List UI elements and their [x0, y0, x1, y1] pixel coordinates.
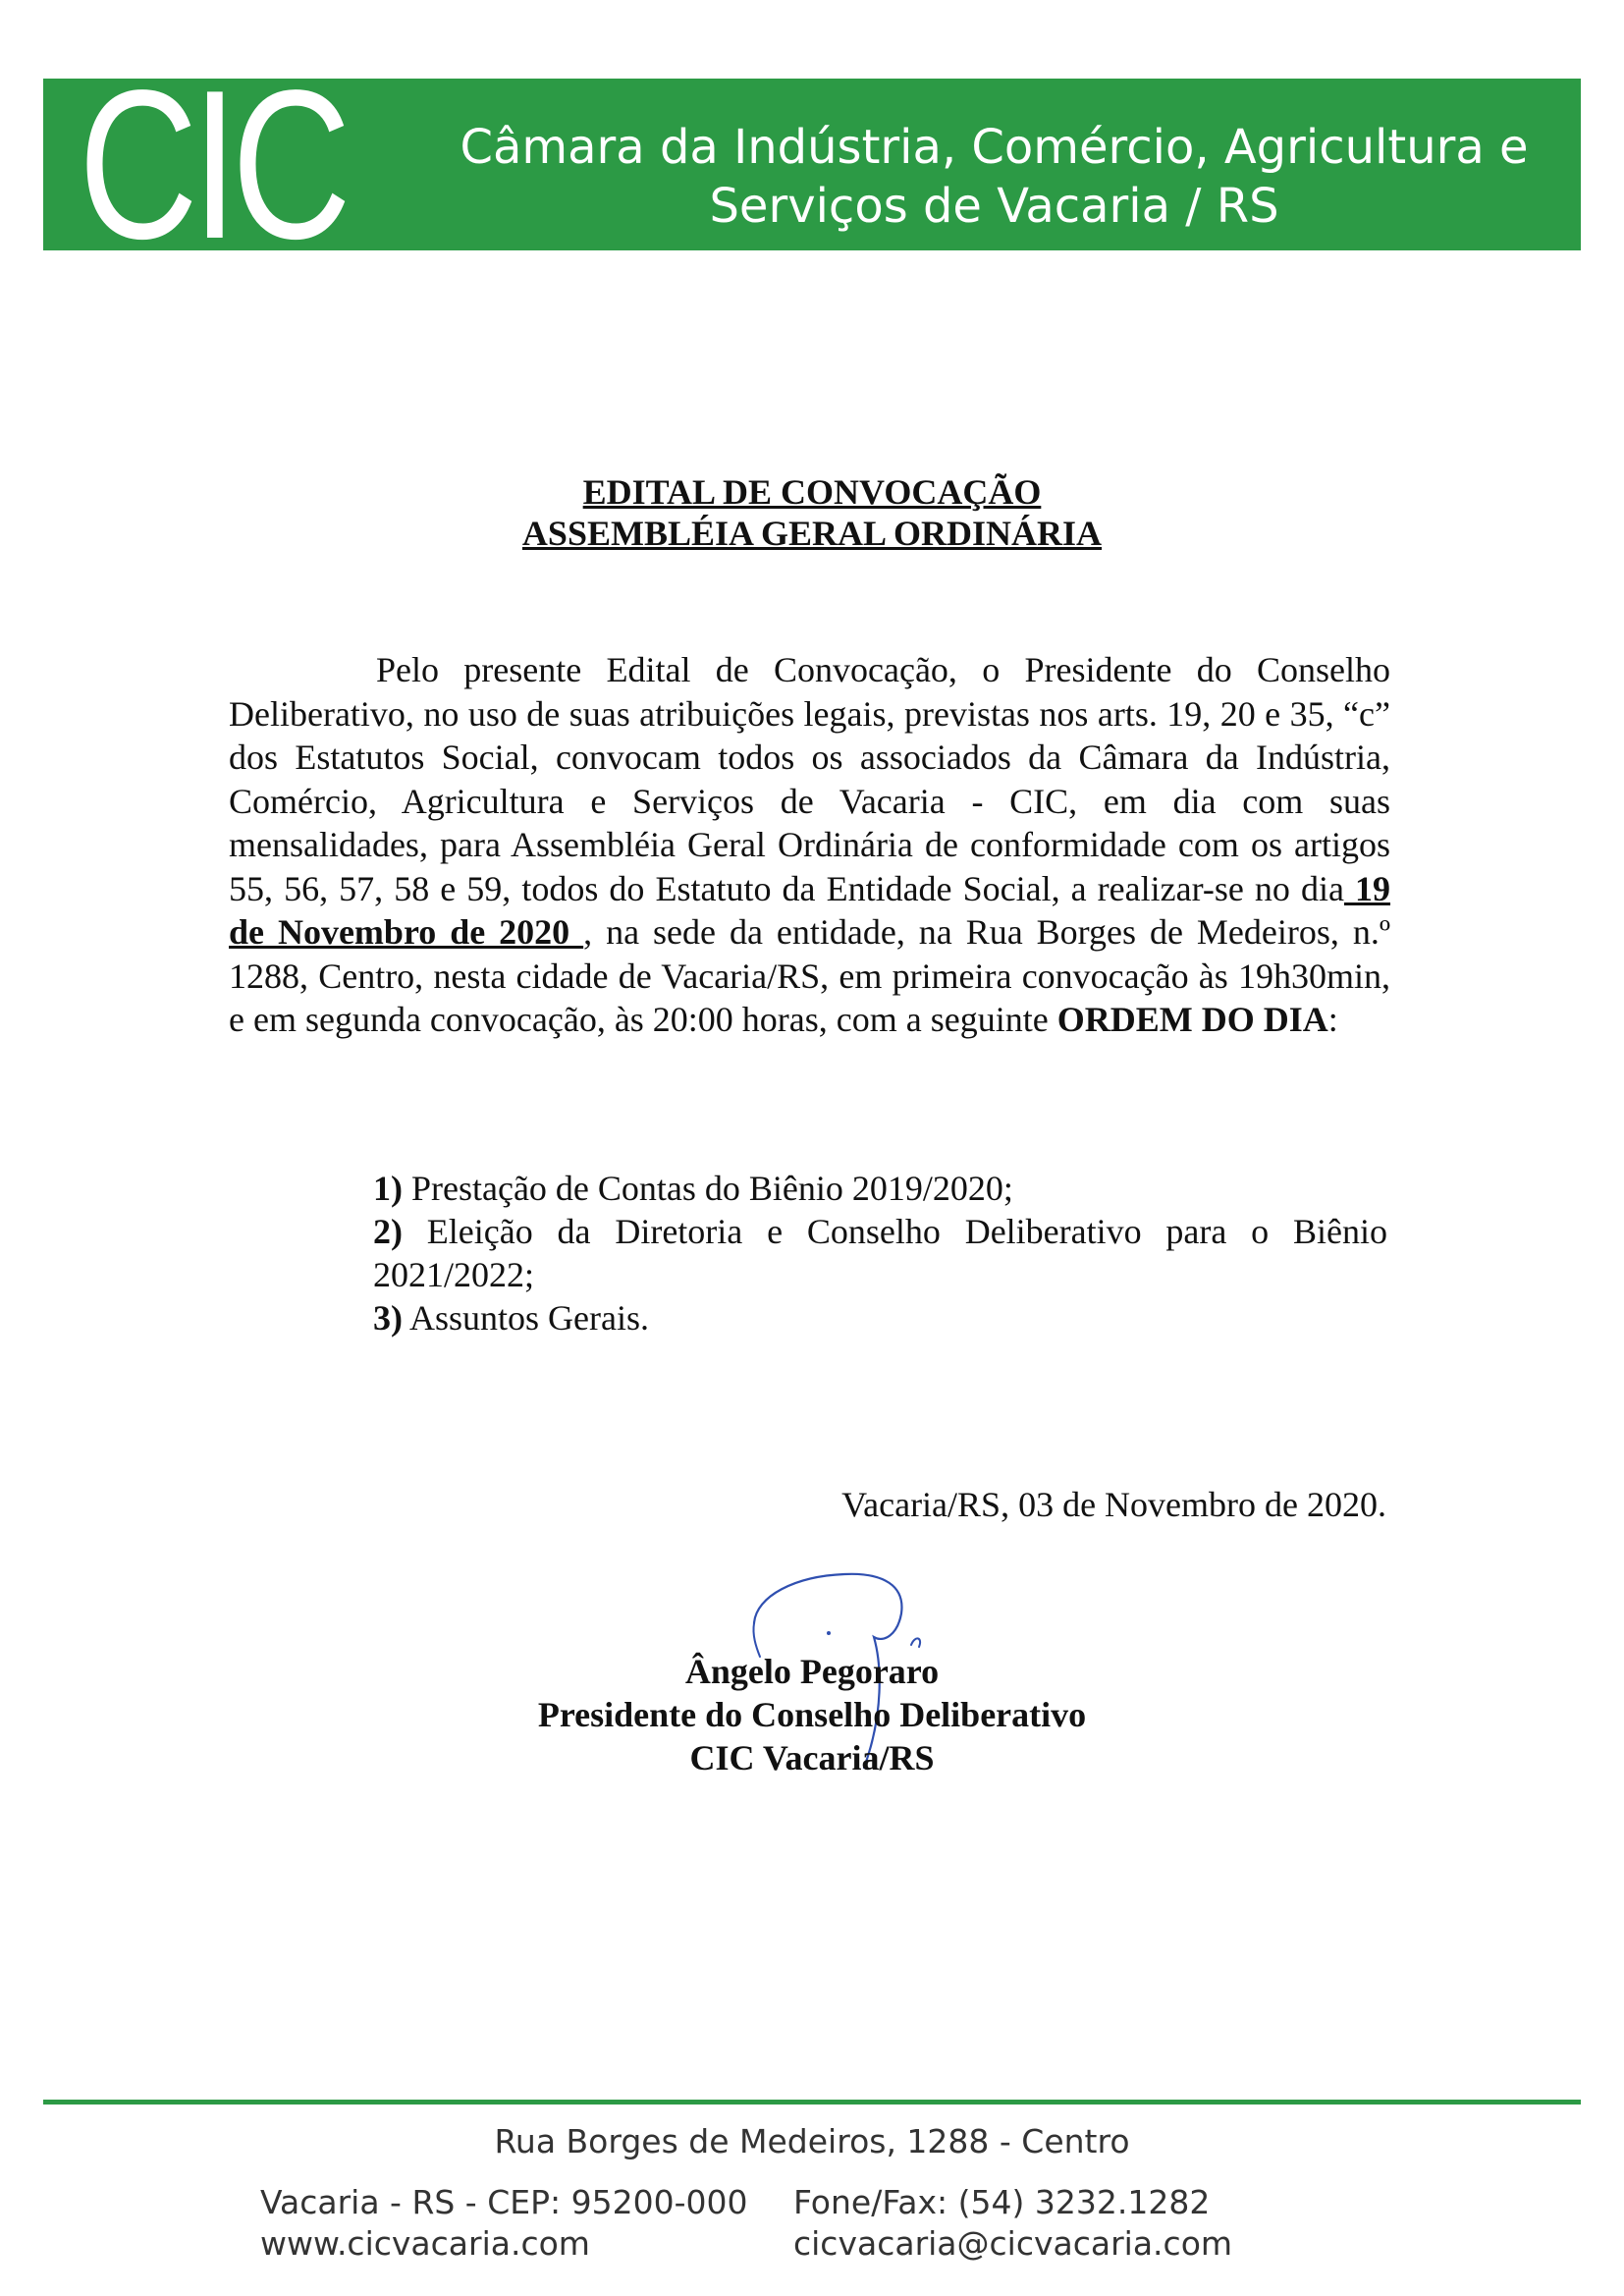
signer-role: Presidente do Conselho Deliberativo [537, 1695, 1087, 1734]
footer-city: Vacaria - RS - CEP: 95200-000 [260, 2183, 748, 2221]
place-and-date: Vacaria/RS, 03 de Novembro de 2020. [841, 1485, 1386, 1524]
footer-website: www.cicvacaria.com [260, 2224, 590, 2263]
signature-block [0, 1650, 1624, 1779]
agenda-item-text: Assuntos Gerais. [403, 1298, 649, 1338]
document-title [0, 471, 1624, 554]
organization-name [432, 118, 1556, 236]
organization-name-line-1: Câmara da Indústria, Comércio, Agricultura e [460, 120, 1529, 175]
signer-name: Ângelo Pegoraro [684, 1652, 940, 1691]
convocation-paragraph [229, 648, 1390, 1042]
footer-phone: Fone/Fax: (54) 3232.1282 [793, 2183, 1211, 2221]
agenda-item [373, 1296, 1387, 1339]
agenda-item-text: Eleição da Diretoria e Conselho Deliberativo para o Biênio 2021/2022; [373, 1212, 1387, 1294]
agenda-label-colon: : [1327, 1000, 1338, 1039]
agenda-item [373, 1167, 1387, 1210]
agenda-label: ORDEM DO DIA [1056, 1000, 1328, 1039]
agenda-item-number: 3) [373, 1298, 403, 1338]
footer-address: Rua Borges de Medeiros, 1288 - Centro [494, 2122, 1130, 2160]
agenda-item [373, 1210, 1387, 1296]
meeting-date: 19 de Novembro de 2020 [229, 868, 1390, 952]
agenda-item-number: 2) [373, 1212, 403, 1251]
organization-name-line-2: Serviços de Vacaria / RS [709, 179, 1279, 234]
agenda-item-text: Prestação de Contas do Biênio 2019/2020; [403, 1169, 1013, 1208]
paragraph-text-end: , na sede da entidade, na Rua Borges de Medeiros, n.º 1288, Centro, nesta cidade de Vacaria/RS, em primeira convocação às 19h30min, e em segunda convocação, às 20:00 horas, com a seguinte [229, 912, 1390, 1039]
agenda-item-number: 1) [373, 1169, 403, 1208]
title-line-1: EDITAL DE CONVOCAÇÃO [582, 472, 1042, 512]
agenda-list [373, 1167, 1387, 1339]
footer-divider [43, 2100, 1581, 2105]
footer-right-column [793, 2182, 1232, 2265]
title-line-2: ASSEMBLÉIA GERAL ORDINÁRIA [521, 514, 1103, 553]
paragraph-text-start: Pelo presente Edital de Convocação, o Presidente do Conselho Deliberativo, no uso de suas atribuições legais, previstas nos arts. 19, 20 e 35, “c” dos Estatutos Social, convocam todos os associados da Câmara da Indústria, Comércio, Agricultura e Serviços de Vacaria - CIC, em dia com suas mensalidades, para Assembléia Geral Ordinária de conformidade com os artigos 55, 56, 57, 58 e 59, todos do Estatuto da Entidade Social, a realizar-se no dia [229, 650, 1390, 908]
footer-left-column [260, 2182, 747, 2265]
footer-email: cicvacaria@cicvacaria.com [793, 2224, 1233, 2263]
signer-organization: CIC Vacaria/RS [689, 1738, 935, 1777]
cic-logo: CIC [79, 45, 346, 283]
